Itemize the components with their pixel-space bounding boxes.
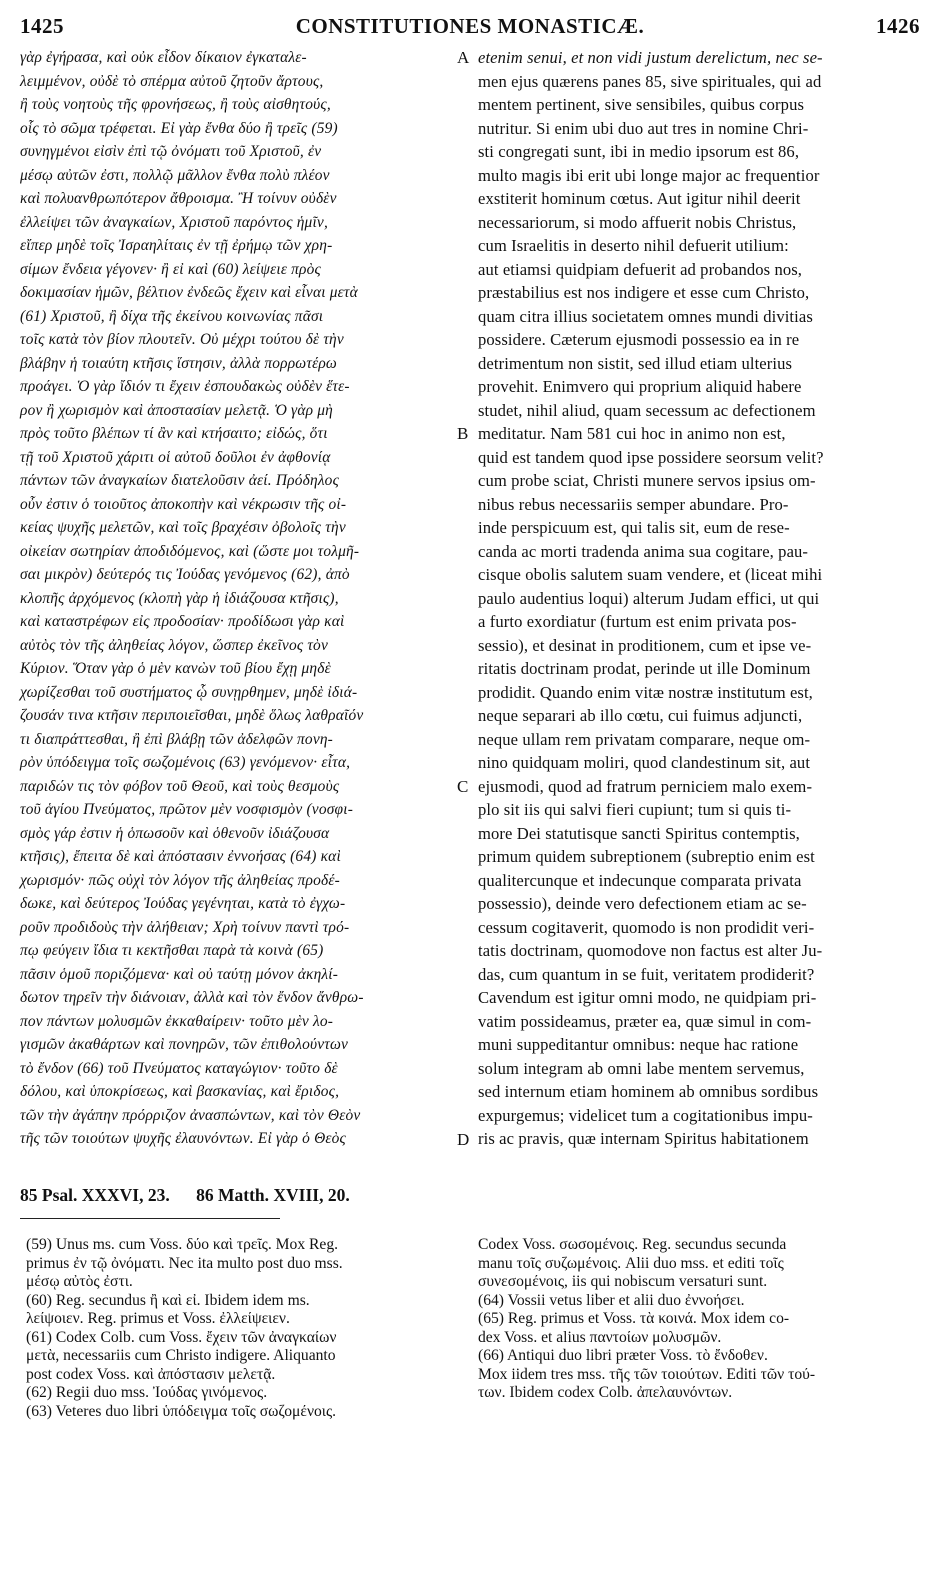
latin-text-line: nino quidquam moliri, quod clandestinum sit, aut	[478, 753, 811, 772]
greek-text-line: οἰκείαν σωτηρίαν ἀποδιδόμενος, καὶ (ὥστε μοι τολμῆ-	[20, 542, 360, 560]
latin-text-line: possidere. Cæterum ejusmodi possessio ea in re	[478, 330, 800, 349]
greek-text-line: ρον ἢ χωρισμὸν καὶ ἀποστασίαν μελετᾷ. Ὁ γὰρ μὴ	[20, 401, 333, 419]
page-number-left: 1425	[20, 14, 64, 38]
greek-text-line: σαι μικρὸν) δεύτερός τις Ἰούδας γενόμενος (62), ἀπὸ	[20, 566, 350, 583]
latin-text-line: meditatur. Nam 581 cui hoc in animo non est,	[478, 424, 786, 443]
latin-text-line: canda ac morti tradenda anima sua cogitare, pau-	[478, 541, 809, 561]
greek-text-line: αὐτὸς τὸν τῆς ἀληθείας λόγον, ὥσπερ ἐκεῖνος τὸν	[20, 636, 328, 654]
greek-text-line: πῳ φεύγειν ἴδια τι κεκτῆσθαι παρὰ τὰ κοινὰ (65)	[20, 942, 324, 959]
greek-text-line: τὸ ἔνδον (66) τοῦ Πνεύματος καταγώγιον· τοῦτο δὲ	[20, 1059, 338, 1077]
critical-note-line: λείψοιεν. Reg. primus et Voss. ἐλλείψειεν.	[26, 1310, 290, 1327]
critical-note-line: μετὰ, necessariis cum Christo indigere. Aliquanto	[26, 1347, 336, 1364]
critical-note-line: των. Ibidem codex Colb. ἀπελαυνόντων.	[478, 1384, 733, 1401]
latin-text-line: præstabilius est nos indigere et esse cum Christo,	[478, 283, 810, 302]
page-number-right: 1426	[876, 14, 920, 38]
latin-text-line: sed internum etiam hominem ab omnibus sordibus	[478, 1082, 819, 1101]
greek-text-line: σίμων ἔνδεια γέγονεν· ἢ εἰ καὶ (60) λείψειε πρὸς	[20, 260, 321, 278]
margin-letter-c: C	[457, 777, 469, 796]
greek-text-line: Κύριον. Ὅταν γὰρ ὁ μὲν κανὼν τοῦ βίου ἔχῃ μηδὲ	[20, 660, 331, 677]
greek-text-line: πάντων τῶν ἀναγκαίων διατελοῦσιν ἀεί. Πρόδηλος	[20, 472, 340, 489]
latin-text-line: cessum cogitaverit, quomodo is non prodidit veri-	[478, 917, 815, 937]
latin-text-line: muni suppeditantur omnibus: neque hac ratione	[478, 1035, 799, 1054]
greek-text-line: ἐλλείψει τῶν ἀναγκαίων, Χριστοῦ παρόντος ἡμῖν,	[20, 213, 329, 231]
greek-text-line: δοκιμασίαν ἡμῶν, βέλτιον ἐνδεῶς ἔχειν καὶ εἶναι μετὰ	[20, 284, 358, 301]
scripture-footnotes	[20, 1185, 372, 1206]
greek-text-line: ζουσάν τινα κτῆσιν περιποιεῖσθαι, μηδὲ ὅλως λαθραῖόν	[20, 707, 364, 724]
latin-text-line: tatis doctrinam, quomodove non factus est alter Ju-	[478, 941, 823, 960]
latin-text-line: exstiterit hominum cœtus. Aut igitur nihil deerit	[478, 189, 801, 208]
latin-text-line: ejusmodi, quod ad fratrum perniciem malo exem-	[478, 776, 813, 796]
latin-text-line: cisque obolis salutem suam vendere, et (liceat mihi	[478, 565, 823, 584]
critical-note-line: μέσῳ αὐτὸς ἐστι.	[26, 1273, 133, 1290]
greek-text-line: χωρίζεσθαι τοῦ συστήματος ᾧ συνῃρθημεν, μηδὲ ἰδιά-	[20, 683, 358, 701]
critical-note-line: post codex Voss. καὶ ἀπόστασιν μελετᾷ.	[26, 1365, 276, 1383]
latin-text-line: Cavendum est igitur omni modo, ne quidpiam pri-	[478, 988, 817, 1007]
greek-text-line: σμὸς γάρ ἐστιν ἡ ὁπωσοῦν καὶ ὁθενοῦν ἰδιάζουσα	[20, 824, 330, 842]
greek-text-line: προάγει. Ὁ γὰρ ἴδιόν τι ἔχειν ἐσπουδακὼς οὐδὲν ἕτε-	[20, 378, 350, 395]
running-header	[20, 14, 920, 42]
latin-text-line: a furto exordiatur (furtum est enim privata pos-	[478, 612, 797, 631]
latin-text-line: ris ac pravis, quæ internam Spiritus habitationem	[478, 1129, 809, 1148]
margin-letter-a: A	[457, 48, 470, 67]
greek-text-line: ροῦν προδιδοὺς τὴν ἀλήθειαν; Χρὴ τοίνυν παντὶ τρό-	[20, 918, 350, 936]
latin-text-line: multo magis ibi erit ubi longe major ac frequentior	[478, 165, 820, 185]
latin-text-line: aut etiamsi quidpiam defuerit ad probandos nos,	[478, 259, 803, 279]
greek-text-line: οὖν ἐστιν ὁ τοιοῦτος ἀποκοπὴν καὶ νέκρωσιν τῆς οἰ-	[20, 495, 347, 513]
critical-note-line: manu τοῖς συζωμένοις. Alii duo mss. et editi τοῖς	[478, 1254, 784, 1272]
greek-text-line: πρὸς τοῦτο βλέπων τί ἂν καὶ κτήσαιτο; εἰδώς, ὅτι	[20, 425, 328, 442]
latin-text-line: vatim possideamus, præter ea, quæ simul in com-	[478, 1011, 812, 1031]
critical-note-line: (64) Vossii vetus liber et alii duo ἐννοήσει.	[478, 1291, 745, 1309]
latin-text-line: neque separari ab illo cœtu, cui fuimus adjuncti,	[478, 706, 803, 725]
latin-text-line: necessariorum, si modo affuerit nobis Christus,	[478, 212, 797, 232]
greek-text-line: ἢ τοὺς νοητοὺς τῆς φρονήσεως, ἢ τοὺς αἰσθητούς,	[20, 96, 331, 113]
greek-text-column	[20, 46, 452, 1151]
latin-text-line: plo sit iis qui salvi fieri cupiunt; tum si quis ti-	[478, 800, 792, 819]
latin-text-line: nutritur. Si enim ubi duo aut tres in nomine Chri-	[478, 118, 809, 138]
margin-letter-b: B	[457, 424, 469, 443]
latin-text-line: solum integram ab omni labe mentem servemus,	[478, 1058, 805, 1078]
critical-note-line: Mox iidem tres mss. τῆς τῶν τοιούτων. Editi τῶν τού-	[478, 1365, 816, 1383]
latin-text-line: sti congregati sunt, ibi in medio ipsorum est 86,	[478, 142, 800, 161]
greek-text-line: χωρισμόν· πῶς οὐχὶ τὸν λόγον τῆς ἀληθείας προδέ-	[20, 871, 340, 889]
latin-text-line: cum Israelitis in deserto nihil defuerit utilium:	[478, 236, 789, 255]
critical-note-line: (62) Regii duo mss. Ἰούδας γινόμενος.	[26, 1384, 268, 1401]
greek-text-line: πᾶσιν ὁμοῦ ποριζόμενα· καὶ οὐ ταύτῃ μόνον ἀκηλί-	[20, 965, 339, 983]
latin-text-line: studet, nihil aliud, quam secessum ac defectionem	[478, 400, 816, 420]
latin-text-line: men ejus quærens panes 85, sive spirituales, qui ad	[478, 71, 822, 91]
latin-text-line: detrimentum non sistit, sed illud etiam ulterius	[478, 353, 793, 373]
latin-text-line: inde perspicuum est, qui talis sit, eum de rese-	[478, 518, 790, 537]
critical-note-line: dex Voss. et alius παντοίων μολυσμῶν.	[478, 1328, 722, 1346]
latin-text-line: neque ullam rem privatam comparare, neque om-	[478, 729, 811, 749]
greek-text-line: παριδών τις τὸν φόβον τοῦ Θεοῦ, καὶ τοὺς θεσμοὺς	[20, 777, 340, 795]
latin-text-line: more Dei statutisque sancti Spiritus contemptis,	[478, 823, 800, 843]
critical-note-line: primus ἐν τῷ ὀνόματι. Nec ita multo post duo mss.	[26, 1254, 343, 1272]
critical-note-line: (59) Unus ms. cum Voss. δύο καὶ τρεῖς. Mox Reg.	[26, 1236, 339, 1253]
latin-text-column	[478, 46, 926, 1151]
margin-letter-d: D	[457, 1130, 470, 1149]
latin-text-line: mentem pertinent, sive sensibiles, quibus corpus	[478, 95, 805, 114]
latin-text-line: sessio), et desinat in proditionem, cum et ipse ve-	[478, 635, 812, 655]
latin-text-line: provehit. Enimvero qui proprium aliquid habere	[478, 377, 802, 396]
critical-note-line: συνεσομένοις, iis qui nobiscum versaturi sunt.	[478, 1273, 768, 1290]
greek-text-line: τῆς τῶν τοιούτων ψυχῆς ἐλαυνόντων. Εἰ γὰρ ὁ Θεὸς	[20, 1130, 347, 1147]
critical-notes-left	[26, 1236, 446, 1421]
greek-text-line: κτῆσις), ἔπειτα δὲ καὶ ἀπόστασιν ἐννοήσας (64) καὶ	[20, 848, 341, 865]
critical-note-line: (65) Reg. primus et Voss. τὰ κοινά. Mox idem co-	[478, 1310, 790, 1327]
running-title: CONSTITUTIONES MONASTICÆ.	[295, 14, 645, 38]
latin-text-line: expurgemus; videlicet tum a cogitationibus impu-	[478, 1105, 813, 1125]
latin-text-line: prodidit. Quando enim vitæ nostræ institutum est,	[478, 682, 813, 702]
greek-text-line: καὶ πολυανθρωπότερον ἄθροισμα. Ἢ τοίνυν οὐδὲν	[20, 190, 337, 207]
greek-text-line: (61) Χριστοῦ, ἢ δίχα τῆς ἐκείνου κοινωνίας πᾶσι	[20, 307, 324, 325]
latin-text-line: nibus rebus necessariis semper abundare. Pro-	[478, 494, 789, 514]
latin-text-line: das, cum quantum in se fuit, veritatem prodiderit?	[478, 964, 815, 984]
greek-text-line: πον πάντων μολυσμῶν ἐκκαθαίρειν· τοῦτο μὲν λο-	[20, 1012, 334, 1030]
critical-note-line: (66) Antiqui duo libri præter Voss. τὸ ἔνδοθεν.	[478, 1347, 768, 1364]
greek-text-line: κείας ψυχῆς μελετῶν, καὶ τοῖς βραχέσιν ὀβολοῖς τὴν	[20, 519, 346, 536]
latin-text-line: quid est tandem quod ipse possidere seorsum velit?	[478, 447, 824, 467]
greek-text-line: βλάβην ἡ τοιαύτη κτῆσις ἵστησιν, ἀλλὰ πορρωτέρω	[20, 354, 337, 372]
greek-text-line: συνηγμένοι εἰσὶν ἐπὶ τῷ ὀνόματι τοῦ Χριστοῦ, ἐν	[20, 143, 322, 160]
latin-text-line: paulo audentius loqui) alterum Judam effici, ut qui	[478, 588, 820, 608]
latin-text-line: possessio), deinde vero defectionem etiam ac se-	[478, 894, 807, 913]
latin-text-line: quam citra illius societatem omnes mundi divitias	[478, 306, 813, 326]
greek-text-line: ρὸν ὑπόδειγμα τοῖς σωζομένοις (63) γενόμενον· εἶτα,	[20, 754, 351, 771]
greek-text-line: γισμῶν ἀκαθάρτων καὶ πονηρῶν, τῶν ἐπιθολούντων	[20, 1036, 349, 1053]
critical-note-line: (63) Veteres duo libri ὑπόδειγμα τοῖς σωζομένοις.	[26, 1402, 337, 1420]
greek-text-line: γὰρ ἐγήρασα, καὶ οὐκ εἶδον δίκαιον ἐγκαταλε-	[20, 49, 307, 66]
greek-text-line: εἴπερ μηδὲ τοῖς Ἰσραηλίταις ἐν τῇ ἐρήμῳ τῶν χρη-	[20, 237, 333, 254]
greek-text-line: καὶ καταστρέφων εἰς προδοσίαν· προδίδωσι γὰρ καὶ	[20, 613, 345, 630]
notes-divider	[20, 1218, 280, 1219]
greek-text-line: μέσῳ αὐτῶν ἐστι, πολλῷ μᾶλλον ἔνθα πολὺ πλέον	[20, 166, 330, 184]
critical-note-line: (61) Codex Colb. cum Voss. ἔχειν τῶν ἀναγκαίων	[26, 1328, 337, 1346]
greek-text-line: τῶν τὴν ἀγάπην πρόρριζον ἀνασπώντων, καὶ τὸν Θεὸν	[20, 1106, 361, 1124]
greek-text-line: δωτον τηρεῖν τὴν διάνοιαν, ἀλλὰ καὶ τὸν ἔνδον ἄνθρω-	[20, 989, 364, 1006]
critical-note-line: (60) Reg. secundus ἢ καὶ εἰ. Ibidem idem ms.	[26, 1291, 310, 1309]
critical-note-line: Codex Voss. σωσομένοις. Reg. secundus secunda	[478, 1236, 787, 1253]
greek-text-line: λειμμένον, οὐδὲ τὸ σπέρμα αὐτοῦ ζητοῦν ἄρτους,	[20, 72, 324, 90]
latin-text-line: ritatis doctrinam prodat, perinde ut ille Dominum	[478, 659, 811, 678]
critical-notes-right	[478, 1236, 923, 1403]
latin-text-line: primum quidem subreptionem (subreptio enim est	[478, 847, 815, 866]
greek-text-line: οἷς τὸ σῶμα τρέφεται. Εἰ γὰρ ἔνθα δύο ἢ τρεῖς (59)	[20, 119, 338, 137]
greek-text-line: τι διαπράττεσθαι, ἢ ἐπὶ βλάβῃ τῶν ἀδελφῶν πονη-	[20, 730, 334, 748]
latin-text-line: cum probe sciat, Christi munere servos ipsius om-	[478, 471, 816, 490]
greek-text-line: κλοπῆς ἀρχόμενος (κλοπὴ γὰρ ἡ ἰδιάζουσα κτῆσις),	[20, 589, 339, 607]
footnote-86: 86 Matth. XVIII, 20.	[196, 1185, 350, 1205]
footnote-85: 85 Psal. XXXVI, 23.	[20, 1185, 170, 1205]
greek-text-line: δωκε, καὶ δεύτερος Ἰούδας γεγένηται, κατὰ τὸ ἐγχω-	[20, 895, 346, 912]
greek-text-line: τοῖς κατὰ τὸν βίον πλουτεῖν. Οὐ μέχρι τούτου δὲ τὴν	[20, 331, 344, 348]
greek-text-line: δόλου, καὶ ὑποκρίσεως, καὶ βασκανίας, καὶ ἔριδος,	[20, 1083, 340, 1100]
latin-text-line: qualitercunque et indecunque comparata privata	[478, 870, 802, 890]
latin-text-line: etenim senui, et non vidi justum derelictum, nec se-	[478, 48, 823, 67]
greek-text-line: τοῦ ἁγίου Πνεύματος, πρῶτον μὲν νοσφισμὸν (νοσφι-	[20, 801, 354, 818]
greek-text-line: τῇ τοῦ Χριστοῦ χάριτι οἱ αὐτοῦ δοῦλοι ἐν ἀφθονίᾳ	[20, 448, 331, 466]
